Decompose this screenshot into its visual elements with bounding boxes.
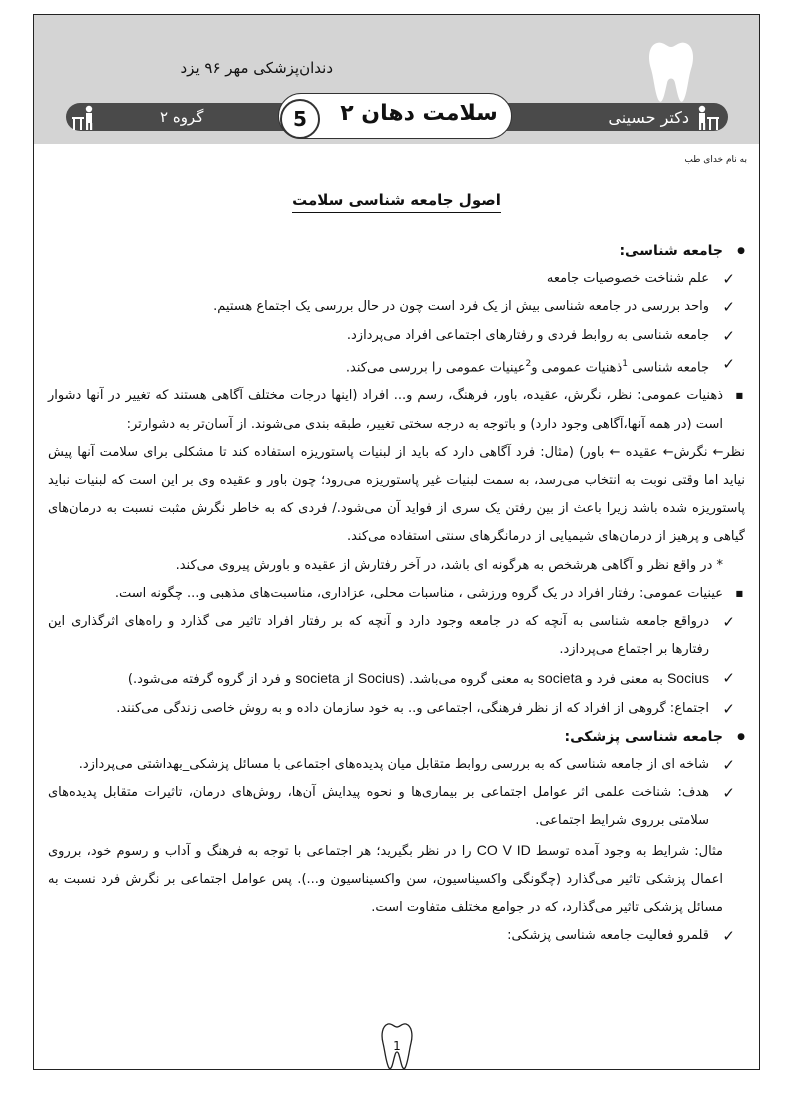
note-line: * در واقع نظر و آگاهی هرشخص به هرگونه ای باشد، در آخر رفتارش از عقیده و باورش پیروی می‌کند. [175,557,723,573]
check-item: ✓ جامعه شناسی به روابط فردی و رفتارهای اجتماعی افراد می‌پردازد. [48,322,745,350]
bullet-einiat: ■ عینیات عمومی: رفتار افراد در یک گروه ورزشی ، مناسبات محلی، عزاداری، مناسبت‌های مذهبی و... چگونه است. [48,580,745,608]
check-item: ✓ شاخه ای از جامعه شناسی که به بررسی روابط متقابل میان پدیده‌های اجتماعی با مسائل پزشکی_بهداشتی می‌پردازد. [48,751,745,779]
document-body [48,237,745,950]
check-item: ✓ هدف: شناخت علمی اثر عوامل اجتماعی بر بیماری‌ها و نحوه پیدایش آن‌ها، روش‌های درمان، تاثیرات متقابل پدیده‌های سلامتی برروی شرایط اجتماعی. [48,779,745,835]
check-item: ✓ اجتماع: گروهی از افراد که از نظر فرهنگی، اجتماعی و.. به خود سازمان داده و به روش خاصی زندگی می‌کنند. [48,695,745,723]
check-item: ✓ درواقع جامعه شناسی به آنچه که در جامعه وجود دارد و آنچه که بر رفتار افراد تاثیر می گذارد و راه‌های اثرگذاری این رفتارها بر اجتماع می‌پردازد. [48,608,745,664]
heading-sociology: ● جامعه شناسی: [48,237,745,265]
page-frame [33,14,760,1070]
bullet-zehniat: ■ ذهنیات عمومی: نظر، نگرش، عقیده، باور، فرهنگ، رسم و... افراد (اینها درجات مختلف آگاهی هستند که تغییر در آنها دشوار است (در همه آنها،آگاهی وجود دارد) و باتوجه به درجه سختی تغییر، طبقه بندی می‌شوند. از آسان‌تر به دشوارتر: [48,382,745,438]
heading-medical-sociology: ● جامعه شناسی پزشکی: [48,723,745,751]
example-covid: مثال: شرایط به وجود آمده توسط CO V ID را در نظر بگیرید؛ هر اجتماعی با توجه به فرهنگ و آداب و رسوم خود، برروی اعمال پزشکی تاثیر می‌گذارد (چگونگی واکسیناسیون، سن واکسیناسیون و...). پس عوامل اجتماعی بر نگرش فرد نسبت به مسائل پزشکی تاثیر می‌گذارد، که در جوامع مختلف متفاوت است. [48,841,723,915]
school-label: دندان‌پزشکی مهر ۹۶ یزد [180,59,333,77]
bismillah: به نام خدای طب [684,155,747,165]
check-item-sociology-studies: ✓ جامعه شناسی $^1$ذهنیات عمومی و$^2$عینیات عمومی را بررسی می‌کند. [48,350,745,383]
group-label: گروه ۲ [160,108,204,126]
document-title-text: اصول جامعه شناسی سلامت [292,191,501,213]
check-item: ✓ علم شناخت خصوصیات جامعه [48,265,745,293]
teacher-name: دکتر حسینی [608,108,689,127]
course-title: سلامت دهان ۲ [340,101,498,126]
page-number: 1 [393,1039,401,1053]
session-number: 5 [280,99,320,139]
student-icon [70,103,98,131]
check-item-socius: ✓ Socius به معنی فرد و societa به معنی گروه می‌باشد. (Socius از societa و فرد از گروه گرفته می‌شود.) [48,664,745,694]
tooth-icon [647,39,695,105]
paragraph-example: نظر← نگرش← عقیده ← باور) (مثال: فرد آگاهی دارد که باید از لبنیات پاستوریزه استفاده کند تا مشکلی برای سلامت آنها پیش نیاید اما وقتی نوبت به انتخاب می‌رسد، به سمت لبنیات غیر پاستوریزه می‌رود؛ چون باور و عقیده وی بر این است که لبنیات نباید پاستوریزه شده باشد زیرا باعث از بین رفتن یک سری از فواید آن می‌شود./ فردی که به خاطر نگرش مثبت نسبت به درمان‌های گیاهی و پرهیز از درمان‌های شیمیایی از درمانگرهای سنتی استفاده می‌کند. [48,444,745,545]
document-title [34,191,759,209]
check-item: ✓ واحد بررسی در جامعه شناسی بیش از یک فرد است چون در حال بررسی یک اجتماع هستیم. [48,293,745,321]
teacher-icon [693,103,721,131]
check-item: ✓ قلمرو فعالیت جامعه شناسی پزشکی: [48,922,745,950]
